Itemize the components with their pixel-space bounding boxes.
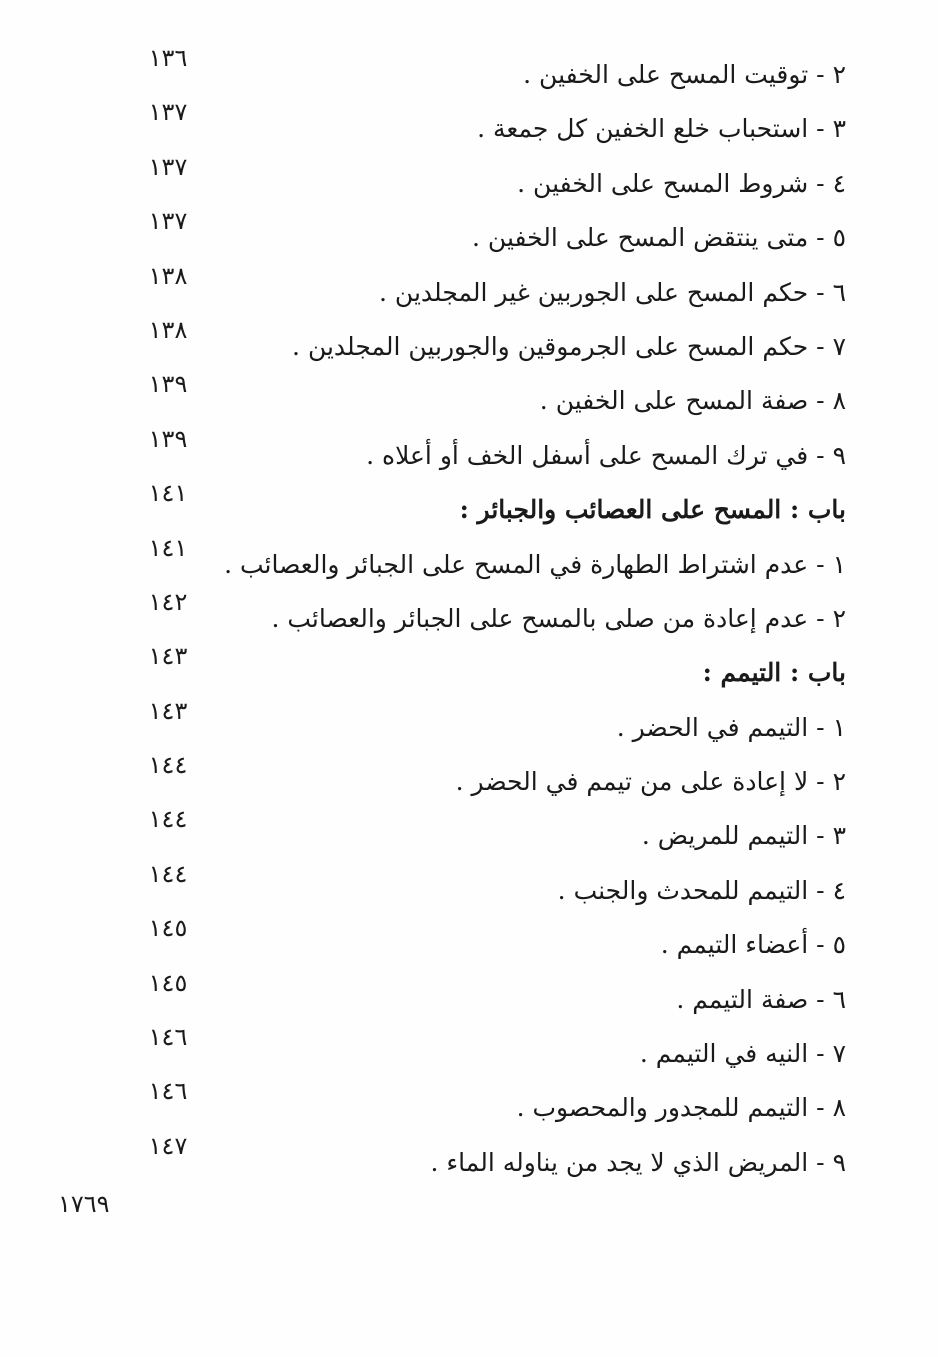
toc-entry: ٩ - في ترك المسح على أسفل الخف أو أعلاه . — [366, 440, 846, 470]
toc-entry: ٥ - أعضاء التيمم . — [660, 930, 846, 960]
toc-page-number: ١٤٦ — [148, 1023, 188, 1052]
toc-section-heading: باب : المسح على العصائب والجبائر : — [459, 495, 846, 525]
toc-page-number: ١٣٧ — [148, 207, 188, 236]
toc-entry: ٨ - التيمم للمجدور والمحصوب . — [516, 1093, 846, 1123]
toc-page-number: ١٣٦ — [148, 44, 188, 72]
toc-page-number: ١٤٢ — [148, 587, 188, 616]
toc-entry: ٣ - استحباب خلع الخفين كل جمعة . — [477, 114, 846, 144]
toc-entry: ٦ - حكم المسح على الجوربين غير المجلدين . — [379, 277, 846, 307]
toc-page-number: ١٣٧ — [148, 98, 188, 127]
toc-page-number: ١٤٦ — [148, 1077, 188, 1106]
toc-page-number: ١٤٤ — [148, 751, 188, 780]
toc-page-number: ١٤٤ — [148, 859, 188, 888]
toc-entry: ٢ - توقيت المسح على الخفين . — [523, 60, 846, 89]
toc-page-number: ١٣٩ — [148, 424, 188, 453]
toc-page-number: ١٣٨ — [148, 261, 188, 290]
toc-page-number: ١٤١ — [148, 533, 188, 562]
toc-entry: ١ - التيمم في الحضر . — [616, 712, 846, 742]
folio-page-number: ١٧٦٩ — [58, 1190, 110, 1218]
toc-entry: ٣ - التيمم للمريض . — [641, 821, 846, 851]
toc-page-number: ١٤٤ — [148, 805, 188, 834]
toc-page-number: ١٤١ — [148, 479, 188, 508]
toc-entry: ٤ - شروط المسح على الخفين . — [517, 168, 846, 198]
toc-page-number: ١٤٧ — [148, 1131, 188, 1160]
toc-page-number: ١٣٨ — [148, 315, 188, 344]
toc-entry: ٧ - حكم المسح على الجرموقين والجوربين المجلدين . — [292, 331, 846, 361]
toc-row — [0, 1131, 938, 1190]
toc-page-number: ١٤٣ — [148, 642, 188, 671]
toc-page-number: ١٣٩ — [148, 370, 188, 399]
toc-page-number: ١٤٥ — [148, 968, 188, 997]
toc-page-number: ١٤٥ — [148, 914, 188, 943]
toc-entry: ٦ - صفة التيمم . — [676, 984, 846, 1014]
toc-entry: ٤ - التيمم للمحدث والجنب . — [557, 875, 846, 905]
toc-entry: ٢ - لا إعادة على من تيمم في الحضر . — [455, 767, 846, 797]
toc-section-heading: باب : التيمم : — [702, 658, 846, 688]
table-of-contents — [0, 44, 938, 1190]
toc-page-number: ١٤٣ — [148, 696, 188, 725]
toc-entry: ٧ - النيه في التيمم . — [639, 1039, 846, 1069]
toc-page-number: ١٣٧ — [148, 152, 188, 181]
toc-entry: ١ - عدم اشتراط الطهارة في المسح على الجبائر والعصائب . — [224, 549, 846, 579]
toc-entry: ٨ - صفة المسح على الخفين . — [539, 386, 846, 416]
toc-entry: ٥ - متى ينتقض المسح على الخفين . — [472, 223, 846, 253]
toc-entry: ٩ - المريض الذي لا يجد من يناوله الماء . — [430, 1147, 846, 1177]
toc-entry: ٢ - عدم إعادة من صلى بالمسح على الجبائر والعصائب . — [271, 603, 846, 633]
